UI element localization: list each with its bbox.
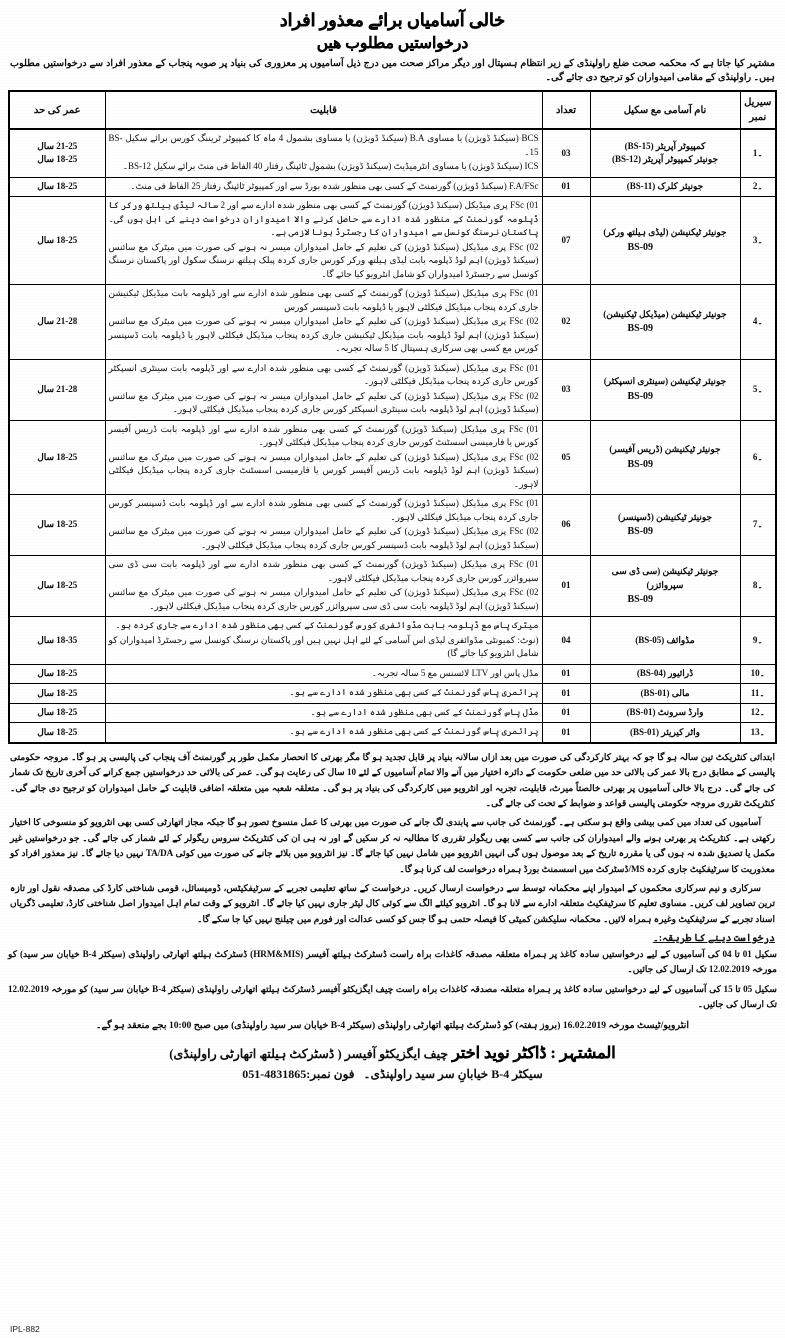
table-row (9, 664, 776, 684)
post-scale: BS-09 (627, 241, 654, 253)
cell-eligibility (105, 177, 542, 197)
post-title-line: مالی (BS-01) (640, 687, 690, 698)
apply-line-scale-05-15: سکیل 05 تا 15 کی آسامیوں کے لیے درخواستیں سادہ کاغذ پر ہمراہ متعلقہ مصدقہ کاغذات براہ راست چیف ایگزیکٹو آفیسر ڈسٹرکٹ ہیلتھ اتھارٹی راولپنڈی (سیکٹر B-4 خیابان سر سید) کو مورخہ 12.02.2019 تک ارسال کی جائیں۔ (8, 983, 778, 1009)
cell-serial: 1۔ (740, 129, 776, 177)
eligibility-line: 02) FSc پری میڈیکل (سیکنڈ ڈویژن) کی تعلیم کے حامل امیدواران میسر نہ ہونے کی صورت میں میٹرک مع سائنس (سیکنڈ ڈویژن) اہم لوڈ ڈپلومہ بابت ڈریس آفیسر کورس یا فارمیسی اسسٹنٹ جاری کردہ پنجاب میڈیکل فیکلٹی لاہور۔ (108, 451, 539, 489)
cell-serial: 6۔ (740, 420, 776, 495)
cell-eligibility (105, 197, 542, 285)
post-title-line: مڈوائف (BS-05) (635, 634, 695, 645)
cell-age-limit (9, 723, 105, 743)
signer-role: چیف ایگزیکٹو آفیسر ( ڈسٹرکٹ ہیلتھ اتھارٹی راولپنڈی) (169, 1046, 449, 1061)
cell-age-limit (9, 495, 105, 556)
cell-post-title (590, 664, 740, 684)
eligibility-line: 02) FSc پری میڈیکل (سیکنڈ ڈویژن) کی تعلیم کے حامل امیدواران میسر نہ ہونے کی صورت میں میٹرک مع سائنس (سیکنڈ ڈویژن) اہم لوڈ ڈپلومہ بابت ڈسپنسر کورس جاری کردہ پنجاب میڈیکل فیکلٹی لاہور۔ (108, 526, 539, 550)
cell-post-title (590, 420, 740, 495)
cell-quantity: 02 (542, 285, 590, 360)
signer-label: المشتہر : (550, 1044, 616, 1062)
eligibility-line: 01) FSc پری میڈیکل (سیکنڈ ڈویژن) گورنمنٹ کے کسی بھی منظور شدہ ادارے سے اور 2 سالہ لیڈی ہیلتھ ورکر کا ڈپلومہ گورنمنٹ کے منظور شدہ ادارے سے حاصل کرنے والا امیدواران درخواست دینے کی اہل ہوں گی۔ پاکستان نرسنگ کونسل سے امیدواران کا رجسٹرڈ ہونا لازمی ہے۔ (108, 200, 539, 238)
post-title-line: واٹر کیریئر (BS-01) (630, 726, 700, 737)
cell-post-title (590, 723, 740, 743)
cell-eligibility (105, 420, 542, 495)
eligibility-line: پرائمری پاس گورنمنٹ کے کسی بھی منظور شدہ ادارے سے ہو۔ (289, 726, 539, 737)
cell-quantity: 01 (542, 664, 590, 684)
eligibility-line: 01) FSc پری میڈیکل (سیکنڈ ڈویژن) گورنمنٹ کے کسی بھی منظور شدہ ادارے سے اور ڈپلومہ بابت میڈیکل ٹیکنیشن جاری کردہ پنجاب میڈیکل فیکلٹی لاہور یا ڈپلومہ بابت ڈسپنسر کورس (108, 288, 539, 312)
signer-name: ڈاکٹر نوید اختر (452, 1044, 547, 1062)
cell-quantity: 01 (542, 723, 590, 743)
cell-serial: 12۔ (740, 703, 776, 723)
cell-post-title (590, 684, 740, 704)
table-row (9, 420, 776, 495)
reference-code: IPL-882 (10, 1324, 40, 1334)
column-header-eligibility: قابلیت (105, 91, 542, 129)
eligibility-line: 02) FSc پری میڈیکل (سیکنڈ ڈویژن) کی تعلیم کے حامل امیدواران میسر نہ ہونے کی صورت میں میٹرک مع سائنس (سیکنڈ ڈویژن) اہم لوڈ ڈپلومہ بابت لیڈی ہیلتھ ورکر کورس جاری کردہ پبلک ہیلتھ نرسنگ سکول اور پاکستان نرسنگ کونسل سے رجسٹرڈ امیدواران کو شامل انٹرویو کیا جائے گا۔ (108, 241, 539, 279)
post-title-line: جونیئر کمپیوٹر آپریٹر (BS-12) (611, 154, 719, 165)
how-to-apply-heading: درخواست دینے کا طریقہ:۔ (652, 932, 775, 944)
cell-serial: 11۔ (740, 684, 776, 704)
eligibility-line: BCS (سیکنڈ ڈویژن) یا مساوی B.A (سیکنڈ ڈویژن) یا مساوی بشمول 4 ماہ کا کمپیوٹر ٹریننگ کورس برائے سکیل BS-15۔ (108, 133, 539, 157)
cell-age-limit (9, 420, 105, 495)
eligibility-line: 02) FSc پری میڈیکل (سیکنڈ ڈویژن) کی تعلیم کے حامل امیدواران میسر نہ ہونے کی صورت میں میٹرک مع سائنس (سیکنڈ ڈویژن) اہم لوڈ ڈپلومہ بابت سینٹری انسپکٹر کورس جاری کردہ پنجاب میڈیکل فیکلٹی لاہور۔ (108, 390, 539, 415)
cell-quantity: 01 (542, 177, 590, 197)
cell-eligibility (105, 664, 542, 684)
post-scale: BS-09 (627, 390, 654, 402)
cell-eligibility (105, 703, 542, 723)
cell-eligibility (105, 285, 542, 360)
cell-post-title (590, 556, 740, 617)
cell-eligibility (105, 617, 542, 665)
table-row (9, 177, 776, 197)
post-scale: BS-09 (627, 458, 654, 470)
table-row (9, 359, 776, 420)
post-title-line: وارڈ سرونٹ (BS-01) (626, 707, 704, 718)
cell-quantity: 01 (542, 703, 590, 723)
eligibility-line: 01) FSc پری میڈیکل (سیکنڈ ڈویژن) گورنمنٹ کے کسی بھی منظور شدہ ادارے سے اور ڈپلومہ بابت ڈسپنسر کورس جاری کردہ پنجاب میڈیکل فیکلٹی لاہور۔ (108, 498, 539, 522)
table-row (9, 723, 776, 743)
eligibility-line: مڈل پاس اور LTV لائسنس مع 5 سالہ تجربہ۔ (371, 667, 539, 678)
eligibility-line: 01) FSc پری میڈیکل (سیکنڈ ڈویژن) گورنمنٹ کے کسی بھی منظور شدہ ادارے سے اور ڈپلومہ بابت سی ڈی سی سپروائزر کورس جاری کردہ پنجاب میڈیکل فیکلٹی لاہور۔ (108, 559, 539, 583)
cell-age-limit (9, 177, 105, 197)
age-limit-line: 21-28 سال (37, 316, 78, 327)
column-header-sr: سیریل نمبر (740, 91, 776, 129)
jobs-table (8, 90, 777, 744)
column-header-post: نام آسامی مع سکیل (590, 91, 740, 129)
cell-age-limit (9, 664, 105, 684)
cell-post-title (590, 359, 740, 420)
cell-age-limit (9, 197, 105, 285)
cell-quantity: 07 (542, 197, 590, 285)
eligibility-line: 01) FSc پری میڈیکل (سیکنڈ ڈویژن) گورنمنٹ کے کسی بھی منظور شدہ ادارے سے اور ڈپلومہ بابت سینٹری انسپکٹر کورس جاری کردہ پنجاب میڈیکل فیکلٹی لاہور۔ (108, 362, 539, 387)
cell-quantity: 06 (542, 495, 590, 556)
post-title-line: کمپیوٹر آپریٹر (BS-15) (624, 140, 706, 151)
cell-age-limit (9, 359, 105, 420)
post-title-line: جونیئر کلرک (BS-11) (626, 181, 704, 192)
age-limit-line: 18-25 سال (37, 451, 78, 462)
eligibility-line: میٹرک پاس مع ڈپلومہ بابت مڈوائفری کورس گورنمنٹ کے کسی بھی منظور شدہ ادارے سے جاری کردہ ہو۔ (115, 620, 539, 631)
general-notes (10, 750, 775, 928)
cell-serial: 9۔ (740, 617, 776, 665)
office-address-line (8, 1067, 777, 1082)
cell-serial: 13۔ (740, 723, 776, 743)
table-row (9, 703, 776, 723)
table-row (9, 556, 776, 617)
note-paragraph-1: ابتدائی کنٹریکٹ تین سالہ ہو گا جو کہ بہتر کارکردگی کی صورت میں بعد ازاں سالانہ بنیاد پر قابل تجدید ہو گا مگر بھرتی کا انحصار مکمل طور پر گورنمنٹ آف پنجاب کی پالیسی پر ہو گا۔ مروجہ حکومتی پالیسی کے مطابق درج بالا عمر کی بالائی حد میں ضلعی حکومت کے دائرہ اختیار میں آنے والا تمام آسامیوں کے لئے 10 سال کی رعایت ہو گی۔ عمر کی بالائی حد درخواستیں جمع کرانے کی آخری تاریخ تک شمار کی جائے گی۔ درج بالا خالی آسامیوں پر بھرتی خالصتاً میرٹ، قابلیت، تجربہ اور انٹرویو میں کارکردگی کی بنیاد پر ہو گی۔ متعلقہ شعبہ میں متعلقہ اضافی قابلیت کے حامل امیدواران کو ترجیح دی جائے گی۔ کنٹریکٹ تقرری مروجہ حکومتی پالیسی قواعد و ضوابط کے تحت کی جائے گی۔ (10, 751, 776, 809)
cell-quantity: 01 (542, 556, 590, 617)
cell-serial: 3۔ (740, 197, 776, 285)
cell-age-limit (9, 703, 105, 723)
column-header-age: عمر کی حد (9, 91, 105, 129)
post-title-line: جونیئر ٹیکنیشن (ڈریس آفیسر) (609, 444, 721, 455)
cell-eligibility (105, 359, 542, 420)
eligibility-line: پرائمری پاس گورنمنٹ کے کسی بھی منظور شدہ ادارے سے ہو۔ (289, 687, 539, 698)
post-title-line: جونیئر ٹیکنیشن (میڈیکل ٹیکنیشن) (603, 308, 727, 319)
cell-age-limit (9, 285, 105, 360)
post-title-line: جونیئر ٹیکنیشن (ڈسپنسر) (617, 511, 713, 522)
cell-post-title (590, 703, 740, 723)
age-limit-line: 18-25 سال (37, 154, 78, 165)
note-paragraph-3: سرکاری و نیم سرکاری محکموں کے امیدوار اپنے محکمانہ توسط سے درخواست ارسال کریں۔ درخواست کے ساتھ تعلیمی تجربے کے سرٹیفکیٹس، ڈومیسائل، قومی شناختی کارڈ کی مصدقہ نقول اور تازہ ترین تصاویر لف کریں۔ مساوی تعلیم کا سرٹیفکیٹ متعلقہ ادارے سے لانا ہو گا۔ انٹرویو کیلئے الگ سے کوئی کال لیٹر جاری نہیں کیا جائے گا۔ انٹرویو کے وقت تمام اہل امیدوار اصل شناختی کارڈ، تعلیمی ڈگریاں اسناد تجربے کے سرٹیفکیٹ وغیرہ ہمراہ لائیں۔ محکمانہ سلیکشن کمیٹی کا فیصلہ حتمی ہو گا جس کو کسی عدالت اور فورم میں چیلنج نہیں کیا جا سکے گا۔ (10, 882, 775, 924)
table-row (9, 684, 776, 704)
post-title-line: جونیئر ٹیکنیشن (سینٹری انسپکٹر) (603, 376, 727, 387)
column-header-qty: تعداد (542, 91, 590, 129)
post-scale: BS-09 (627, 526, 654, 538)
how-to-apply-body (8, 947, 777, 1013)
table-row (9, 129, 776, 177)
intro-paragraph: مشتہر کیا جاتا ہے کہ محکمہ صحت ضلع راولپنڈی کے زیر انتظام ہسپتال اور دیگر مراکز صحت میں درج ذیل آسامیوں پر معزوری کی بنیاد پر صوبہ پنجاب کے معذور افراد سے درخواستیں مطلوب ہیں۔ راولپنڈی کے مقامی امیدواران کو ترجیح دی جائے گی۔ (10, 58, 775, 84)
cell-serial: 7۔ (740, 495, 776, 556)
cell-serial: 2۔ (740, 177, 776, 197)
eligibility-line: ICS (سیکنڈ ڈویژن) یا مساوی انٹرمیڈیٹ (سیکنڈ ڈویژن) بشمول ٹائپنگ رفتار 40 الفاظ فی منٹ برائے سکیل BS-12۔ (122, 161, 539, 172)
page-title: خالی آسامیاں برائے معذور افراد (279, 10, 506, 30)
table-row (9, 495, 776, 556)
eligibility-line: (نوٹ: کمیونٹی مڈوائفری لیڈی اس آسامی کے لئے اہل نہیں ہیں اور پاکستان نرسنگ کونسل سے رجسٹرڈ امیدواران کو شامل انٹرویو کیا جائے گا) (108, 634, 539, 659)
age-limit-line: 18-25 سال (37, 687, 78, 698)
cell-quantity: 04 (542, 617, 590, 665)
age-limit-line: 18-25 سال (37, 580, 78, 591)
age-limit-line: 18-25 سال (37, 234, 78, 245)
age-limit-line: 21-25 سال (37, 140, 78, 151)
eligibility-line: مڈل پاس گورنمنٹ کے کسی بھی منظور شدہ ادارے سے ہو۔ (310, 706, 539, 717)
cell-age-limit (9, 684, 105, 704)
cell-post-title (590, 495, 740, 556)
age-limit-line: 21-28 سال (37, 383, 78, 394)
table-row (9, 617, 776, 665)
cell-quantity: 03 (542, 129, 590, 177)
cell-age-limit (9, 129, 105, 177)
age-limit-line: 18-25 سال (37, 519, 78, 530)
cell-post-title (590, 197, 740, 285)
cell-eligibility (105, 723, 542, 743)
cell-age-limit (9, 617, 105, 665)
cell-serial: 4۔ (740, 285, 776, 360)
table-header-row (9, 91, 776, 129)
post-scale: BS-09 (627, 594, 654, 606)
cell-eligibility (105, 495, 542, 556)
cell-age-limit (9, 556, 105, 617)
cell-post-title (590, 285, 740, 360)
table-row (9, 197, 776, 285)
post-title-line: جونیئر ٹیکنیشن (سی ڈی سی سپروائزر) (611, 566, 719, 590)
cell-post-title (590, 129, 740, 177)
cell-post-title (590, 617, 740, 665)
cell-serial: 10۔ (740, 664, 776, 684)
phone-label: فون نمبر: (306, 1066, 355, 1081)
eligibility-line: 01) FSc پری میڈیکل (سیکنڈ ڈویژن) گورنمنٹ کے کسی بھی منظور شدہ ادارے سے اور ڈپلومہ بابت ڈریس آفیسر کورس یا فارمیسی اسسٹنٹ کورس جاری کردہ پنجاب میڈیکل فیکلٹی لاہور۔ (108, 423, 539, 448)
apply-line-scale-01-04: سکیل 01 تا 04 کی آسامیوں کے لیے درخواستیں سادہ کاغذ پر ہمراہ متعلقہ مصدقہ کاغذات براہ راست ڈسٹرکٹ ہیلتھ آفیسر (HRM&MIS) ڈسٹرکٹ ہیلتھ اتھارٹی راولپنڈی (سیکٹر B-4 خیابان سر سید) کو مورخہ 12.02.2019 تک ارسال کی جائیں۔ (8, 948, 778, 975)
office-address: سیکٹر B-4 خیابانِ سر سید راولپنڈی۔ (363, 1066, 543, 1081)
note-paragraph-2: آسامیوں کی تعداد میں کمی بیشی واقع ہو سکتی ہے۔ گورنمنٹ کی جانب سے پابندی لگ جانے کی صورت میں بھرتی کا عمل منسوخ تصور ہو گا جبکہ مجاز اتھارٹی کسی بھی انٹرویو کو منسوخی کا اختیار رکھتی ہے۔ کنٹریکٹ پر بھرتی ہونے والے امیدواران کی جانب سے کسی بھی ریگولر تقرری کا مطالبہ نہ کر سکیں گے اور نہ ہی ان کی کنٹریکٹ سروس ریگولر کے لئے شمار کی جائے گی۔ جو درخواستیں غیر مکمل یا تصدیق شدہ نہ ہوں گی یا مقررہ تاریخ کے بعد موصول ہوں گی انہیں انٹرویو میں شامل نہیں کیا جائے گا۔ نیز انٹرویو میں بلائے جانے کی صورت میں کوئی TA/DA نہیں دیا جائے گا۔ نیز معذور افراد کو معذوریت کا سرٹیفکیٹ جاری کردہ MS/ڈسٹرکٹ میں اسسمنٹ بورڈ ہمراہ درخواست لف کرنا ہو گا۔ (10, 817, 775, 875)
eligibility-line: F.A/FSc (سیکنڈ ڈویژن) گورنمنٹ کے کسی بھی منظور شدہ بورڈ سے اور کمپیوٹر ٹائپنگ رفتار 25 الفاظ فی منٹ۔ (130, 180, 539, 191)
cell-quantity: 03 (542, 359, 590, 420)
table-row (9, 285, 776, 360)
signer-block (8, 1043, 777, 1063)
interview-schedule: انٹرویو/ٹیسٹ مورخہ 16.02.2019 (بروز ہفتہ) کو ڈسٹرکٹ ہیلتھ اتھارٹی راولپنڈی (سیکٹر B-4 خیابان سر سید راولپنڈی) میں صبح 10:00 بجے منعقد ہو گے۔ (95, 1020, 690, 1032)
cell-quantity: 05 (542, 420, 590, 495)
post-title-line: ڈرائیور (BS-04) (636, 668, 694, 679)
cell-post-title (590, 177, 740, 197)
age-limit-line: 18-35 سال (37, 634, 78, 645)
eligibility-line: 02) FSc پری میڈیکل (سیکنڈ ڈویژن) کی تعلیم کے حامل امیدواران میسر نہ ہونے کی صورت میں میٹرک مع سائنس (سیکنڈ ڈویژن) اہم لوڈ ڈپلومہ بابت میڈیکل ٹیکنیشن جاری کردہ پنجاب میڈیکل فیکلٹی لاہور یا ڈپلومہ بابت ڈسپنسر کورس مع کسی بھی سرکاری ہسپتال کا 5 سالہ تجربہ۔ (108, 316, 539, 354)
phone-number: 051-4831865 (242, 1066, 307, 1081)
cell-eligibility (105, 129, 542, 177)
age-limit-line: 18-25 سال (37, 707, 78, 718)
post-title-line: جونیئر ٹیکنیشن (لیڈی ہیلتھ ورکر) (603, 227, 727, 238)
age-limit-line: 18-25 سال (37, 668, 78, 679)
cell-serial: 8۔ (740, 556, 776, 617)
cell-eligibility (105, 684, 542, 704)
cell-eligibility (105, 556, 542, 617)
eligibility-line: 02) FSc پری میڈیکل (سیکنڈ ڈویژن) کی تعلیم کے حامل امیدواران میسر نہ ہونے کی صورت میں میٹرک مع سائنس (سیکنڈ ڈویژن) اہم لوڈ ڈپلومہ بابت سی ڈی سی سپروائزر کورس جاری کردہ پنجاب میڈیکل فیکلٹی لاہور۔ (108, 587, 539, 611)
age-limit-line: 18-25 سال (37, 181, 78, 192)
cell-serial: 5۔ (740, 359, 776, 420)
page-subtitle: درخواستیں مطلوب ھیں (316, 34, 469, 52)
post-scale: BS-09 (627, 323, 654, 335)
cell-quantity: 01 (542, 684, 590, 704)
age-limit-line: 18-25 سال (37, 726, 78, 737)
